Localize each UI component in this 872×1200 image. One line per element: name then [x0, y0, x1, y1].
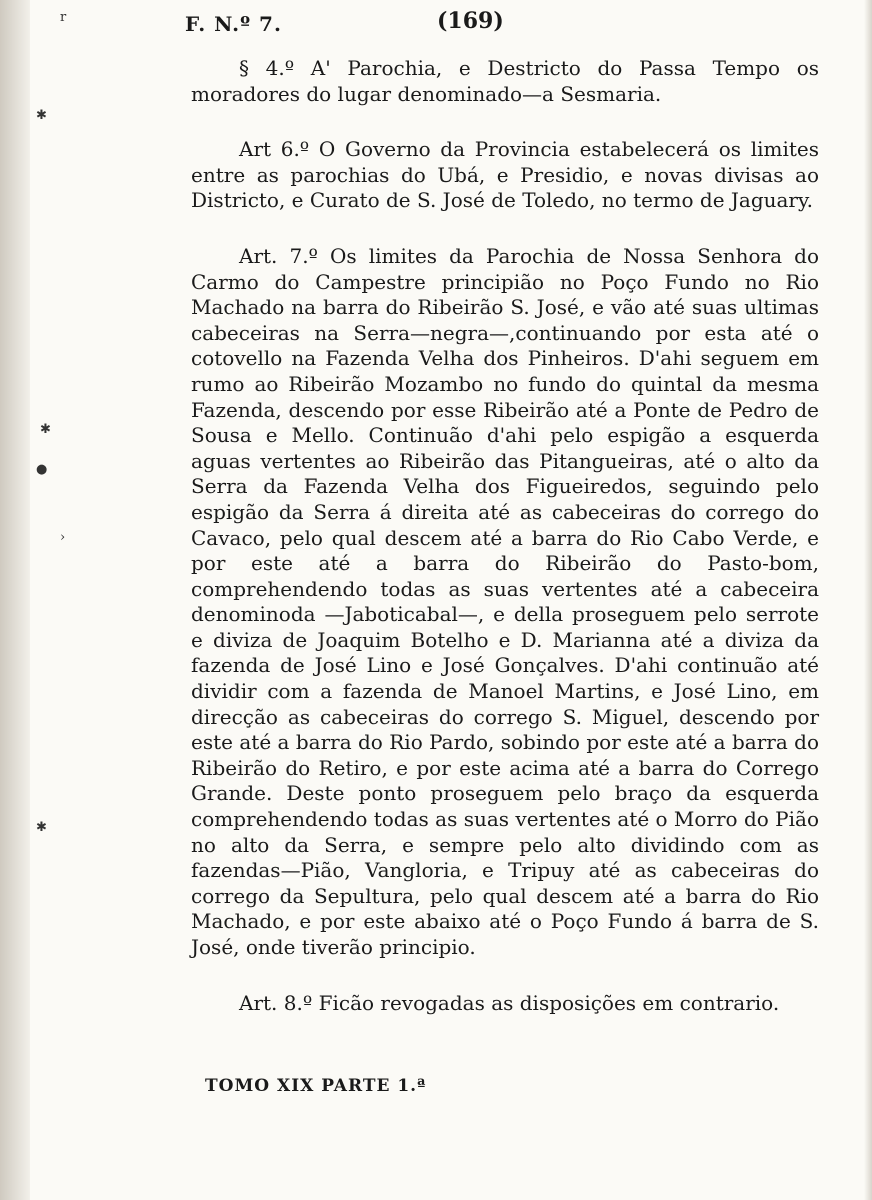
margin-mark: ›: [60, 530, 66, 545]
paragraph-article-8: Art. 8.º Ficão revogadas as disposições em contrario.: [239, 990, 780, 1015]
page-binding-edge: [0, 0, 30, 1200]
paragraph-article-7: Art. 7.º Os limites da Parochia de Nossa Senhora do Carmo do Campestre principião no Poço Fundo no Rio Machado na barra do Ribeirão S. José, e vão até suas ultimas cabeceiras na Serra—negra—,continuando por esta até o cotovello na Fazenda Velha dos Pinheiros. D'ahi seguem em rumo ao Ribeirão Mozambo no fundo do quintal da mesma Fazenda, descendo por esse Ribeirão até a Ponte de Pedro de Sousa e Mello. Continuão d'ahi pelo espigão a esquerda aguas vertentes ao Ribeirão das Pitangueiras, até o alto da Serra da Fazenda Velha dos Figueiredos, seguindo pelo espigão da Serra á direita até as cabeceiras do corrego do Cavaco, pelo qual descem até a barra do Rio Cabo Verde, e por este até a barra do Ribeirão do Pasto-bom, comprehendendo todas as suas vertentes até a cabeceira denominoda —Jaboticabal—, e della proseguem pelo serrote e diviza de Joaquim Botelho e D. Marianna até a diviza da fazenda de José Lino e José Gonçalves. D'ahi continuão até dividir com a fazenda de Manoel Martins, e José Lino, em direcção as cabeceiras do corrego S. Miguel, descendo por este até a barra do Rio Pardo, sobindo por este até a barra do Ribeirão do Retiro, e por este acima até a barra do Corrego Grande. Deste ponto proseguem pelo braço da esquerda comprehendendo todas as suas vertentes até o Morro do Pião no alto da Serra, e sempre pelo alto dividindo com as fazendas—Pião, Vangloria, e Tripuy até as cabeceiras do corrego da Sepultura, pelo qual descem até a barra do Rio Machado, e por este abaixo até o Poço Fundo á barra de S. José, onde tiverão principio.: [191, 243, 819, 959]
margin-mark: ✱: [40, 422, 51, 437]
page-number: (169): [437, 8, 504, 34]
page-right-edge: [864, 0, 872, 1200]
margin-mark: ✱: [36, 820, 47, 835]
paragraph-section-4: § 4.º A' Parochia, e Destricto do Passa Tempo os moradores do lugar denominado—a Sesmaria.: [191, 56, 819, 106]
margin-mark: ✱: [36, 108, 47, 123]
margin-mark: ●: [36, 462, 48, 477]
volume-footer: TOMO XIX PARTE 1.ª: [205, 1076, 427, 1096]
margin-mark: r: [60, 10, 67, 25]
body-text: [191, 56, 819, 1016]
paragraph-article-6: Art 6.º O Governo da Provincia estabelecerá os limites entre as parochias do Ubá, e Presidio, e novas divisas ao Districto, e Curato de S. José de Toledo, no termo de Jaguary.: [191, 137, 819, 213]
printer-signature: F. N.º 7.: [185, 12, 282, 36]
page-header: [185, 6, 825, 38]
